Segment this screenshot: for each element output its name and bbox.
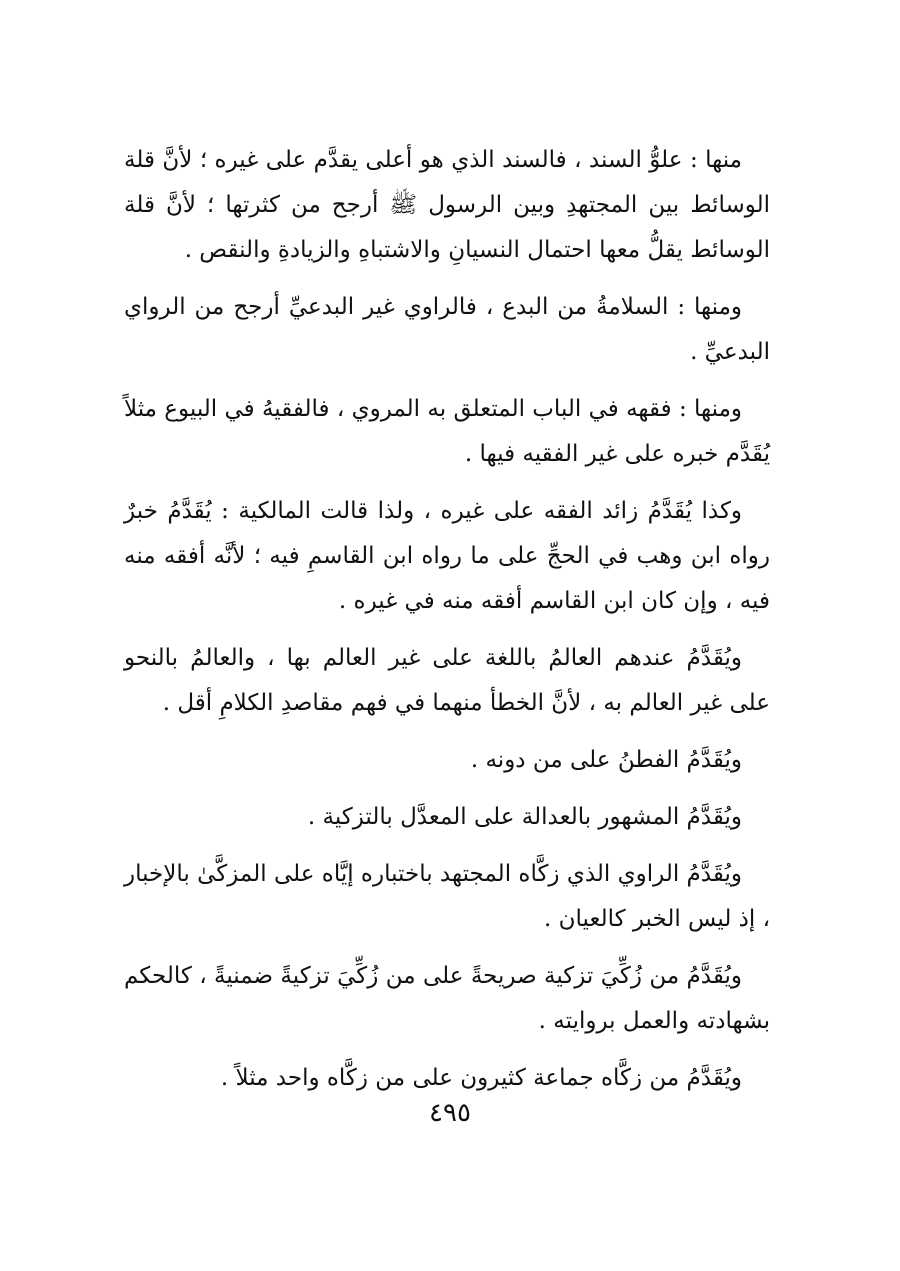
paragraph-mashhur: ويُقَدَّمُ المشهور بالعدالة على المعدَّل بالتزكية .: [307, 804, 742, 830]
paragraph-bida: ومنها : السلامةُ من البدع ، فالراوي غير البدعيِّ أرجح من الرواي البدعيِّ .: [124, 294, 770, 365]
paragraph-tazkiya: ويُقَدَّمُ من زُكِّيَ تزكية صريحةً على من زُكِّيَ تزكيةً ضمنيةً ، كالحكم بشهادته والعمل بروايته .: [124, 963, 770, 1034]
paragraph-jamaa: ويُقَدَّمُ من زكَّاه جماعة كثيرون على من زكَّاه واحد مثلاً .: [220, 1065, 742, 1091]
page-number: ٤٩٥: [429, 1098, 471, 1128]
paragraph-sanad: منها : علوُّ السند ، فالسند الذي هو أعلى يقدَّم على غيره ؛ لأنَّ قلة الوسائط بين المجتهدِ وبين الرسول ﷺ أرجح من كثرتها ؛ لأنَّ قلة الوسائط يقلُّ معها احتمال النسيانِ والاشتباهِ والزيادةِ والنقص .: [124, 147, 770, 263]
paragraph-fiqh-bab: ومنها : فقهه في الباب المتعلق به المروي ، فالفقيهُ في البيوع مثلاً يُقَدَّم خبره على غير الفقيه فيها .: [124, 396, 770, 467]
paragraph-lugha: ويُقَدَّمُ عندهم العالمُ باللغة على غير العالم بها ، والعالمُ بالنحو على غير العالم به ، لأنَّ الخطأ منهما في فهم مقاصدِ الكلامِ أقل .: [124, 645, 770, 716]
page-body: [124, 138, 770, 1113]
paragraph-fatin: ويُقَدَّمُ الفطنُ على من دونه .: [470, 747, 742, 773]
paragraph-ikhtibar: ويُقَدَّمُ الراوي الذي زكَّاه المجتهد باختباره إيَّاه على المزكَّىٰ بالإخبار ، إذ ليس الخبر كالعيان .: [124, 861, 770, 932]
paragraph-zaid-fiqh: وكذا يُقَدَّمُ زائد الفقه على غيره ، ولذا قالت المالكية : يُقَدَّمُ خبرٌ رواه ابن وهب في الحجِّ على ما رواه ابن القاسمِ فيه ؛ لأنَّه أفقه منه فيه ، وإن كان ابن القاسم أفقه منه في غيره .: [124, 498, 770, 614]
